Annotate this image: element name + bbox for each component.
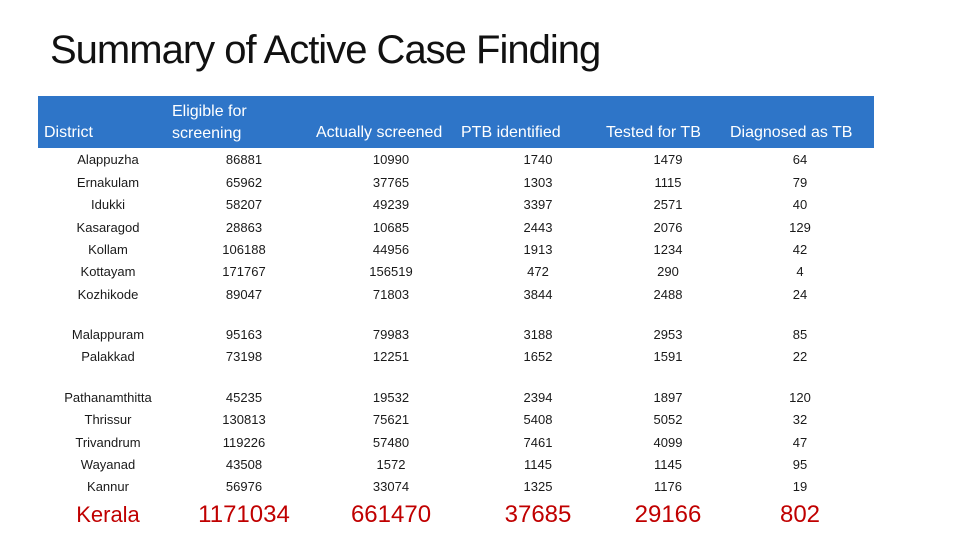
- cell-eligible: 58207: [225, 197, 263, 212]
- cell-eligible: 119226: [222, 435, 266, 450]
- cell-diagnosed: 79: [792, 175, 808, 190]
- cell-diagnosed: 40: [792, 197, 808, 212]
- cell-tested: 1234: [653, 242, 683, 257]
- cell-diagnosed: 4: [796, 264, 804, 279]
- cell-district: Kannur: [87, 479, 129, 494]
- cell-diagnosed: 22: [792, 349, 808, 364]
- cell-diagnosed: 120: [789, 390, 811, 405]
- total-tested: 29166: [634, 501, 702, 528]
- cell-eligible: 56976: [225, 479, 263, 494]
- cell-district: Trivandrum: [75, 435, 141, 450]
- cell-ptb: 1740: [523, 152, 553, 167]
- cell-ptb: 472: [527, 264, 549, 279]
- cell-tested: 2571: [653, 197, 683, 212]
- cell-diagnosed: 85: [792, 327, 808, 342]
- cell-district: Pathanamthitta: [64, 390, 152, 405]
- cell-screened: 75621: [372, 412, 410, 427]
- cell-tested: 1591: [653, 349, 683, 364]
- cell-ptb: 3844: [523, 287, 553, 302]
- table-row: [0, 454, 960, 476]
- cell-diagnosed: 24: [792, 287, 808, 302]
- cell-tested: 4099: [653, 435, 683, 450]
- cell-screened: 12251: [372, 349, 410, 364]
- cell-ptb: 3188: [523, 327, 553, 342]
- cell-eligible: 171767: [222, 264, 266, 279]
- cell-diagnosed: 47: [792, 435, 808, 450]
- total-label: Kerala: [76, 502, 140, 527]
- total-diagnosed: 802: [779, 501, 821, 528]
- cell-screened: 1572: [376, 457, 406, 472]
- cell-screened: 19532: [372, 390, 410, 405]
- table-row: [0, 149, 960, 171]
- header-screened: Actually screened: [316, 124, 443, 141]
- total-ptb: 37685: [504, 501, 572, 528]
- table-row: [0, 409, 960, 431]
- header-diagnosed: Diagnosed as TB: [730, 124, 853, 141]
- page-title: Summary of Active Case Finding: [50, 28, 601, 72]
- cell-tested: 1115: [654, 175, 682, 190]
- cell-screened: 57480: [372, 435, 410, 450]
- cell-tested: 2953: [653, 327, 683, 342]
- table-row: [0, 172, 960, 194]
- cell-screened: 33074: [372, 479, 410, 494]
- cell-eligible: 130813: [222, 412, 266, 427]
- cell-district: Kasaragod: [76, 220, 140, 235]
- cell-screened: 44956: [372, 242, 410, 257]
- header-district: District: [44, 124, 93, 141]
- cell-district: Malappuram: [71, 327, 145, 342]
- header-ptb: PTB identified: [461, 124, 561, 141]
- cell-eligible: 95163: [225, 327, 263, 342]
- cell-district: Thrissur: [84, 412, 132, 427]
- cell-district: Idukki: [91, 197, 125, 212]
- cell-diagnosed: 32: [792, 412, 808, 427]
- cell-eligible: 86881: [225, 152, 263, 167]
- cell-eligible: 89047: [225, 287, 263, 302]
- cell-diagnosed: 64: [792, 152, 808, 167]
- cell-district: Ernakulam: [76, 175, 140, 190]
- cell-ptb: 5408: [523, 412, 553, 427]
- table-row: [0, 194, 960, 216]
- cell-ptb: 3397: [523, 197, 553, 212]
- cell-screened: 49239: [372, 197, 410, 212]
- cell-ptb: 1652: [523, 349, 553, 364]
- cell-ptb: 1145: [524, 457, 552, 472]
- table-row: [0, 217, 960, 239]
- cell-district: Wayanad: [80, 457, 136, 472]
- table-row: [0, 476, 960, 498]
- table-row: [0, 346, 960, 368]
- cell-diagnosed: 129: [789, 220, 811, 235]
- cell-tested: 2488: [653, 287, 683, 302]
- header-tested: Tested for TB: [606, 124, 701, 141]
- cell-diagnosed: 95: [792, 457, 808, 472]
- header-eligible: Eligible for screening: [172, 103, 247, 142]
- cell-eligible: 106188: [222, 242, 266, 257]
- cell-tested: 2076: [653, 220, 683, 235]
- cell-screened: 37765: [372, 175, 410, 190]
- cell-ptb: 2394: [523, 390, 553, 405]
- cell-district: Palakkad: [81, 349, 135, 364]
- cell-ptb: 7461: [523, 435, 553, 450]
- cell-tested: 1145: [654, 457, 682, 472]
- cell-ptb: 1325: [523, 479, 553, 494]
- cell-eligible: 28863: [225, 220, 263, 235]
- cell-eligible: 45235: [225, 390, 263, 405]
- cell-district: Alappuzha: [77, 152, 139, 167]
- total-screened: 661470: [350, 501, 432, 528]
- total-eligible: 1171034: [198, 501, 290, 528]
- cell-eligible: 65962: [225, 175, 263, 190]
- cell-screened: 10685: [372, 220, 410, 235]
- table-row: [0, 387, 960, 409]
- cell-screened: 79983: [372, 327, 410, 342]
- cell-district: Kottayam: [80, 264, 136, 279]
- cell-screened: 71803: [372, 287, 410, 302]
- table-row: [0, 324, 960, 346]
- cell-ptb: 1303: [523, 175, 553, 190]
- cell-tested: 290: [657, 264, 679, 279]
- table-row: [0, 239, 960, 261]
- cell-eligible: 73198: [225, 349, 263, 364]
- cell-tested: 5052: [653, 412, 683, 427]
- cell-screened: 156519: [369, 264, 413, 279]
- cell-eligible: 43508: [225, 457, 263, 472]
- cell-ptb: 2443: [523, 220, 553, 235]
- cell-diagnosed: 42: [792, 242, 808, 257]
- cell-screened: 10990: [372, 152, 410, 167]
- table-row: [0, 432, 960, 454]
- table-row: [0, 284, 960, 306]
- cell-diagnosed: 19: [792, 479, 808, 494]
- cell-tested: 1897: [653, 390, 683, 405]
- cell-district: Kozhikode: [77, 287, 139, 302]
- cell-ptb: 1913: [523, 242, 553, 257]
- total-row: [0, 500, 960, 530]
- cell-tested: 1479: [653, 152, 683, 167]
- cell-tested: 1176: [654, 479, 682, 494]
- cell-district: Kollam: [88, 242, 128, 257]
- table-row: [0, 261, 960, 283]
